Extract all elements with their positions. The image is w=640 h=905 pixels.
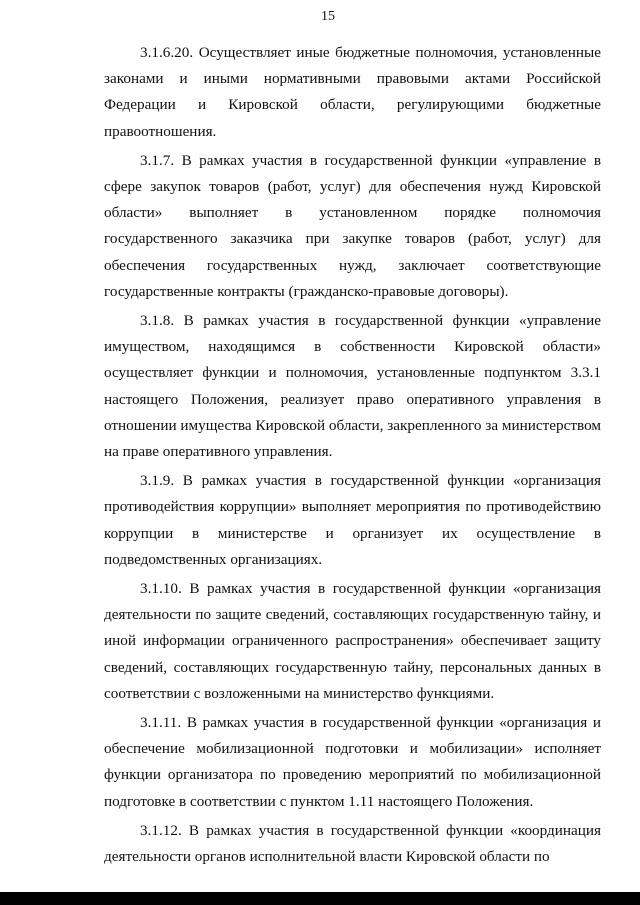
paragraph-3-1-8: 3.1.8. В рамках участия в государственной функции «управление имуществом, находящимся в собственности Кировской области» осуществляет функции и полномочия, установленные подпунктом 3.3.1 настоящего Положения, реализует право оперативного управления в отношении имущества Кировской области, закрепленного за министерством на праве оперативного управления. xyxy=(104,312,601,461)
paragraph-3-1-7: 3.1.7. В рамках участия в государственной функции «управление в сфере закупок товаров (работ, услуг) для обеспечения нужд Кировской области» выполняет в установленном порядке полномочия государственного заказчика при закупке товаров (работ, услуг) для обеспечения государственных нужд, заключает соответствующие государственные контракты (гражданско-правовые договоры). xyxy=(104,151,601,300)
paragraph-3-1-11: 3.1.11. В рамках участия в государственной функции «организация и обеспечение мобилизационной подготовки и мобилизации» исполняет функции организатора по проведению мероприятий по мобилизационной подготовке в соответствии с пунктом 1.11 настоящего Положения. xyxy=(104,714,601,810)
paragraph-3-1-10: 3.1.10. В рамках участия в государственной функции «организация деятельности по защите сведений, составляющих государственную тайну, и иной информации ограниченного распространения» обеспечивает защиту сведений, составляющих государственную тайну, персональных данных в соответствии с возложенными на министерство функциями. xyxy=(104,580,601,702)
paragraph-3-1-12: 3.1.12. В рамках участия в государственной функции «координация деятельности органов исполнительной власти Кировской области по xyxy=(104,821,601,866)
page-number: 15 xyxy=(321,9,335,24)
paragraph-3-1-6-20: 3.1.6.20. Осуществляет иные бюджетные полномочия, установленные законами и иными нормативными правовыми актами Российской Федерации и Кировской области, регулирующими бюджетные правоотношения. xyxy=(104,44,601,140)
paragraph-3-1-9: 3.1.9. В рамках участия в государственной функции «организация противодействия коррупции» выполняет мероприятия по противодействию коррупции в министерстве и организует их осуществление в подведомственных организациях. xyxy=(104,472,601,568)
bottom-scan-border xyxy=(0,892,640,905)
document-body xyxy=(104,40,601,873)
